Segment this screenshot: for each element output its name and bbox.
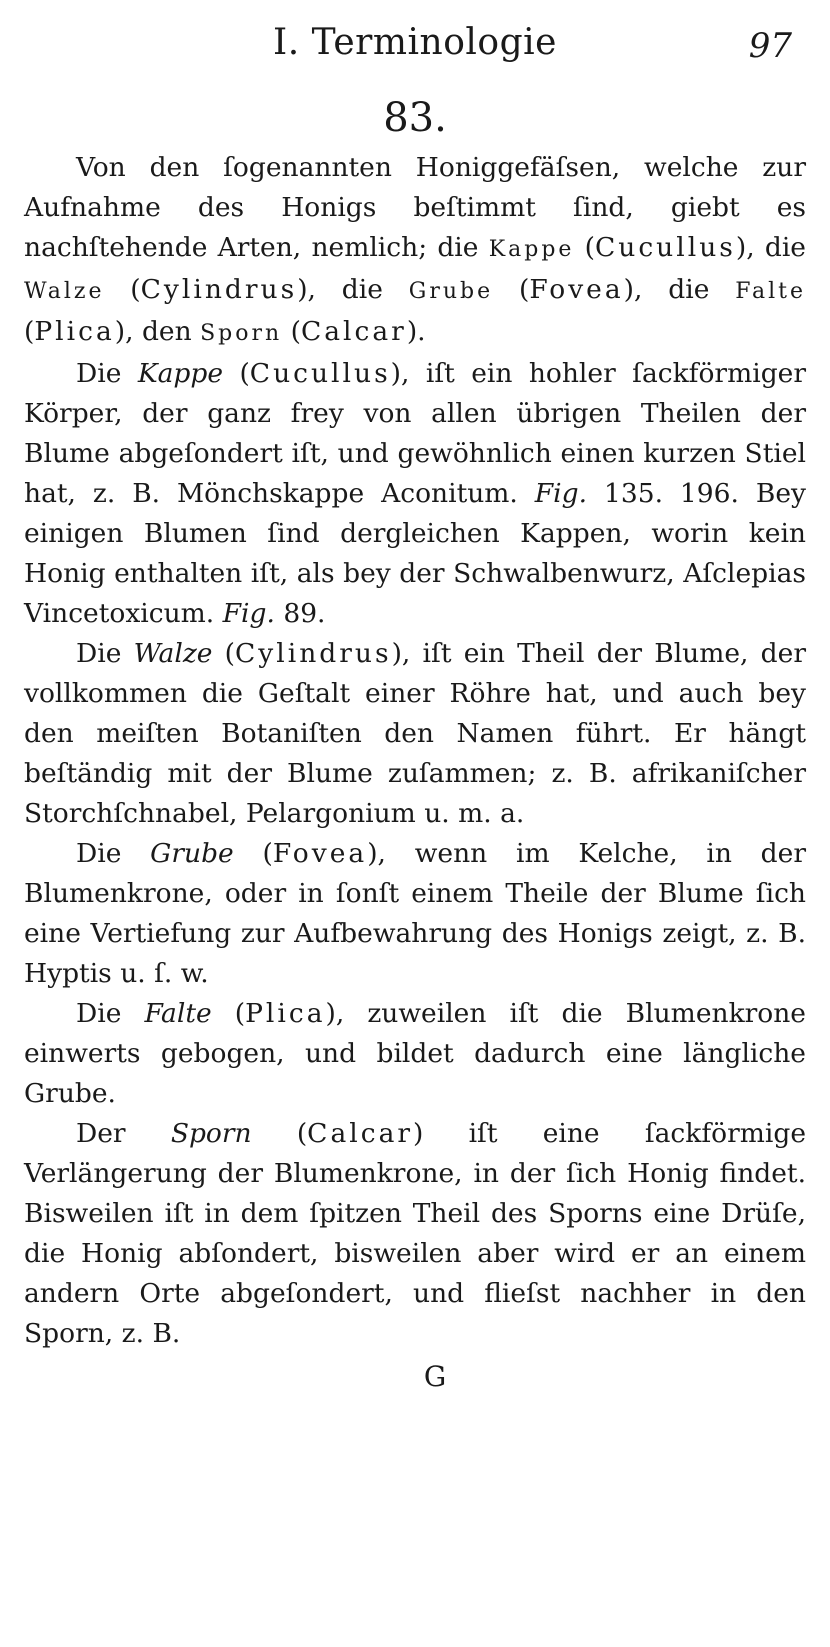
text-run: 89.: [274, 598, 326, 629]
text-run: Die: [76, 998, 145, 1029]
text-run: Von den ſogenannten Honiggefäſsen, welche zur Aufnahme des Honigs beſtimmt ſind, giebt es nachſtehende Arten, nemlich; die: [24, 152, 806, 263]
text-run: ), die: [735, 232, 806, 263]
term-walze-smallcaps: Walze: [24, 279, 105, 304]
latin-term: Plica: [245, 998, 326, 1029]
text-run: Die: [76, 638, 134, 669]
text-run: 135. 196. Bey einigen Blumen ſind dergleichen Kappen, worin kein Honig enthalten iſt, als bey der Schwalbenwurz, Aſclepias Vincetoxicum.: [24, 478, 806, 629]
latin-term: Fovea: [272, 838, 368, 869]
text-run: ), die: [623, 274, 736, 305]
latin-term: Fovea: [529, 274, 624, 305]
paragraph-walze: [24, 634, 806, 834]
term-falte-smallcaps: Falte: [735, 279, 807, 304]
latin-term: Plica: [34, 316, 115, 347]
latin-term: Cylindrus: [140, 274, 298, 305]
paragraph-kappe: [24, 354, 806, 634]
text-run: ), iſt ein hohler ſackförmiger Körper, der ganz frey von allen übrigen Theilen der Blume abgeſondert iſt, und gewöhnlich einen kurzen Stiel hat, z. B. Mönchskappe Aconitum.: [24, 358, 807, 509]
text-run: (: [233, 838, 273, 869]
running-title: I. Terminologie: [273, 22, 557, 63]
text-run: (: [282, 316, 301, 347]
text-run: ) iſt eine ſackförmige Verlängerung der Blumenkrone, in der ſich Honig findet. Bisweilen iſt in dem ſpitzen Theil des Sporns eine Drüſe, die Honig abſondert, bisweilen aber wird er an einem andern Orte abgeſondert, und flieſst nachher in den Sporn, z. B.: [24, 1118, 807, 1349]
text-run: ), iſt ein Theil der Blume, der vollkommen die Geſtalt einer Röhre hat, und auch bey den meiſten Botaniſten den Namen führt. Er hängt beſtändig mit der Blume zuſammen; z. B. afrikaniſcher Storchſchnabel, Pelargonium u. m. a.: [24, 638, 806, 829]
text-run: (: [24, 316, 35, 347]
text-run: ), den: [114, 316, 201, 347]
text-run: ), wenn im Kelche, in der Blumenkrone, oder in ſonſt einem Theile der Blume ſich eine Vertiefung zur Aufbewahrung des Honigs zeigt, z. B. Hyptis u. ſ. w.: [24, 838, 806, 989]
text-run: (: [251, 1118, 308, 1149]
term-falte: Falte: [144, 998, 212, 1029]
latin-term: Cylindrus: [235, 638, 392, 669]
latin-term: Cucullus: [249, 358, 391, 389]
figure-ref: Fig.: [222, 598, 275, 629]
paragraph-sporn: [24, 1114, 806, 1354]
latin-term: Calcar: [307, 1118, 414, 1149]
text-run: Die: [76, 358, 138, 389]
latin-term: Cucullus: [595, 232, 736, 263]
text-run: (: [104, 274, 141, 305]
term-walze: Walze: [133, 638, 213, 669]
text-run: ), zuweilen iſt die Blumenkrone einwerts gebogen, und bildet dadurch eine längliche Grube.: [24, 998, 806, 1109]
term-sporn: Sporn: [170, 1118, 252, 1149]
text-run: (: [574, 232, 595, 263]
latin-term: Calcar: [300, 316, 407, 347]
section-number: 83.: [383, 95, 447, 141]
paragraph-grube: [24, 834, 806, 994]
text-run: (: [493, 274, 530, 305]
text-run: (: [223, 358, 250, 389]
term-grube: Grube: [150, 838, 234, 869]
signature-mark: G: [423, 1360, 447, 1393]
term-grube-smallcaps: Grube: [408, 279, 494, 304]
book-page: [24, 22, 806, 1393]
text-run: Die: [76, 838, 151, 869]
term-kappe: Kappe: [137, 358, 224, 389]
text-run: (: [212, 638, 236, 669]
term-sporn-smallcaps: Sporn: [200, 321, 283, 346]
paragraph-falte: [24, 994, 806, 1114]
figure-ref: Fig.: [534, 478, 588, 509]
page-header: [24, 22, 806, 84]
page-number: 97: [748, 26, 792, 66]
term-kappe-smallcaps: Kappe: [488, 237, 575, 262]
text-run: Der: [76, 1118, 171, 1149]
text-run: (: [211, 998, 246, 1029]
paragraph-intro: [24, 148, 806, 354]
text-run: ), die: [297, 274, 409, 305]
text-run: ).: [406, 316, 426, 347]
